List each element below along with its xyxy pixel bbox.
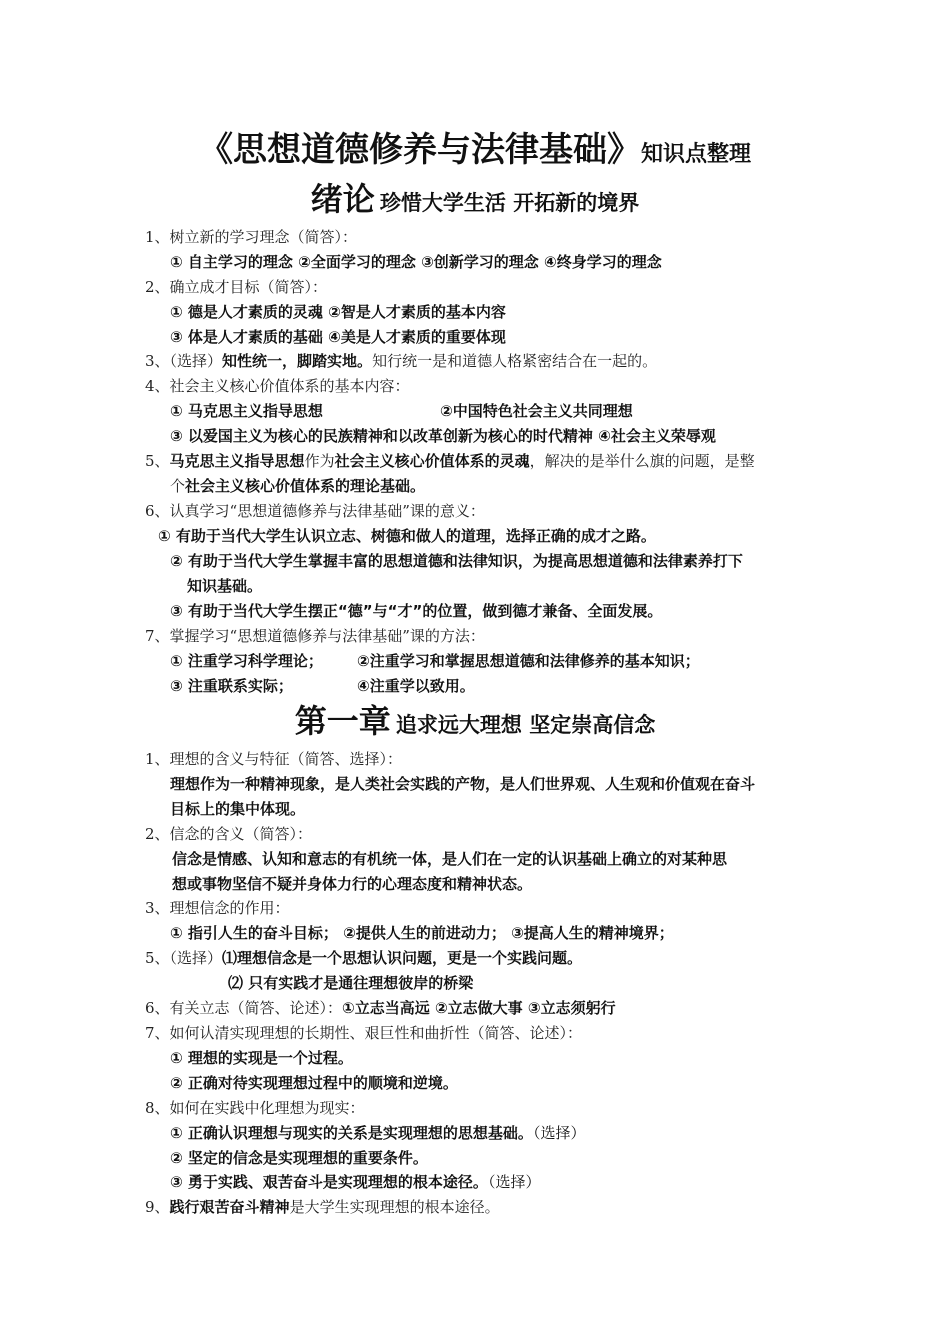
ch1-q8-answer-3-text: ③ 勇于实践、艰苦奋斗是实现理想的根本途径。 bbox=[170, 1173, 488, 1191]
ch1-q9-num: 9、 bbox=[145, 1198, 170, 1216]
intro-q3-bold: 知性统一，脚踏实地。 bbox=[222, 352, 373, 370]
chapter-1-heading-main: 第一章 bbox=[294, 702, 391, 740]
intro-q5-num: 5、 bbox=[145, 452, 170, 470]
title-suffix: 知识点整理 bbox=[640, 142, 751, 167]
intro-q6-answer-2-line-1: ② 有助于当代大学生掌握丰富的思想道德和法律知识，为提高思想道德和法律素养打下 bbox=[170, 552, 743, 570]
intro-q5-text-3: 个 bbox=[170, 477, 186, 495]
ch1-q5 bbox=[145, 946, 582, 970]
intro-q5-bold-3: 社会主义核心价值体系的理论基础。 bbox=[185, 477, 426, 495]
title-main: 《思想道德修养与法律基础》 bbox=[198, 130, 641, 170]
ch1-q1-label: 1、理想的含义与特征（简答、选择）： bbox=[145, 750, 403, 768]
ch1-q3-label: 3、理想信念的作用： bbox=[145, 899, 290, 917]
intro-q2-answer-2: ③ 体是人才素质的基础 ④美是人才素质的重要体现 bbox=[170, 328, 506, 346]
ch1-q8-answer-1 bbox=[170, 1121, 585, 1145]
intro-q1-label: 1、树立新的学习理念（简答）： bbox=[145, 228, 358, 246]
intro-q5-line-2 bbox=[170, 474, 425, 498]
ch1-q8-answer-3-note: （选择） bbox=[487, 1173, 541, 1191]
intro-q7-answer-1-left: ① 注重学习科学理论； bbox=[170, 652, 323, 670]
intro-q5-text-1: 作为 bbox=[304, 452, 335, 470]
intro-q7-answer-2-left: ③ 注重联系实际； bbox=[170, 677, 293, 695]
document-title bbox=[0, 128, 950, 178]
intro-q6-answer-3: ③ 有助于当代大学生摆正“德”与“才”的位置，做到德才兼备、全面发展。 bbox=[170, 602, 663, 620]
ch1-q8-label: 8、如何在实践中化理想为现实： bbox=[145, 1099, 365, 1117]
ch1-q1-line-2: 目标上的集中体现。 bbox=[170, 800, 306, 818]
intro-q5-text-2: ，解决的是举什么旗的问题，是整 bbox=[529, 452, 755, 470]
ch1-q9-rest: 是大学生实现理想的根本途径。 bbox=[289, 1198, 500, 1216]
intro-q2-answer-1: ① 德是人才素质的灵魂 ②智是人才素质的基本内容 bbox=[170, 303, 506, 321]
intro-q3-rest: 知行统一是和道德人格紧密结合在一起的。 bbox=[372, 352, 658, 370]
intro-q4-answer-2: ③ 以爱国主义为核心的民族精神和以改革创新为核心的时代精神 ④社会主义荣辱观 bbox=[170, 427, 716, 445]
intro-heading bbox=[0, 176, 950, 228]
intro-q4-label: 4、社会主义核心价值体系的基本内容： bbox=[145, 377, 410, 395]
chapter-1-subheading: 追求远大理想 坚定崇高信念 bbox=[395, 713, 656, 737]
ch1-q8-answer-1-text: ① 正确认识理想与现实的关系是实现理想的思想基础。 bbox=[170, 1124, 533, 1142]
intro-q7-label: 7、掌握学习“思想道德修养与法律基础”课的方法： bbox=[145, 627, 485, 645]
ch1-q7-answer-1: ① 理想的实现是一个过程。 bbox=[170, 1049, 353, 1067]
intro-q6-label: 6、认真学习“思想道德修养与法律基础”课的意义： bbox=[145, 502, 485, 520]
intro-q3 bbox=[145, 349, 657, 373]
ch1-q8-answer-1-note: （选择） bbox=[532, 1124, 586, 1142]
intro-q3-prefix: 3、（选择） bbox=[145, 352, 223, 370]
ch1-q5-prefix: 5、（选择） bbox=[145, 949, 223, 967]
intro-q1-answer: ① 自主学习的理念 ②全面学习的理念 ③创新学习的理念 ④终身学习的理念 bbox=[170, 253, 662, 271]
ch1-q1-line-1: 理想作为一种精神现象，是人类社会实践的产物，是人们世界观、人生观和价值观在奋斗 bbox=[170, 775, 756, 793]
ch1-q7-label: 7、如何认清实现理想的长期性、艰巨性和曲折性（简答、论述）： bbox=[145, 1024, 583, 1042]
intro-q5-bold-2: 社会主义核心价值体系的灵魂 bbox=[334, 452, 530, 470]
intro-q5-line-1 bbox=[145, 449, 755, 473]
ch1-q2-label: 2、信念的含义（简答）： bbox=[145, 825, 313, 843]
intro-q2-label: 2、确立成才目标（简答）： bbox=[145, 278, 328, 296]
intro-q7-answer-2-right: ④注重学以致用。 bbox=[357, 677, 475, 695]
intro-q5-bold-1: 马克思主义指导思想 bbox=[169, 452, 305, 470]
ch1-q3-answer: ① 指引人生的奋斗目标； ②提供人生的前进动力； ③提高人生的精神境界； bbox=[170, 924, 674, 942]
intro-subheading: 珍惜大学生活 开拓新的境界 bbox=[379, 191, 640, 215]
intro-q7-answer-1-right: ②注重学习和掌握思想道德和法律修养的基本知识； bbox=[357, 652, 700, 670]
intro-q6-answer-2-line-2: 知识基础。 bbox=[187, 577, 263, 595]
ch1-q8-answer-3 bbox=[170, 1170, 540, 1194]
intro-q4-answer-1-left: ① 马克思主义指导思想 bbox=[170, 402, 323, 420]
intro-q4-answer-1-right: ②中国特色社会主义共同理想 bbox=[440, 402, 633, 420]
ch1-q7-answer-2: ② 正确对待实现理想过程中的顺境和逆境。 bbox=[170, 1074, 458, 1092]
ch1-q6-prefix: 6、有关立志（简答、论述）： bbox=[145, 999, 343, 1017]
intro-heading-main: 绪论 bbox=[310, 180, 375, 218]
chapter-1-heading bbox=[0, 698, 950, 750]
intro-q6-answer-1: ① 有助于当代大学生认识立志、树德和做人的道理，选择正确的成才之路。 bbox=[158, 527, 656, 545]
ch1-q8-answer-2: ② 坚定的信念是实现理想的重要条件。 bbox=[170, 1149, 428, 1167]
ch1-q6 bbox=[145, 996, 616, 1020]
ch1-q5-answer-1: ⑴理想信念是一个思想认识问题，更是一个实践问题。 bbox=[222, 949, 583, 967]
ch1-q9 bbox=[145, 1195, 500, 1219]
ch1-q6-answer: ①立志当高远 ②立志做大事 ③立志须躬行 bbox=[342, 999, 616, 1017]
ch1-q2-line-2: 想或事物坚信不疑并身体力行的心理态度和精神状态。 bbox=[172, 875, 533, 893]
ch1-q5-answer-2: ⑵ 只有实践才是通往理想彼岸的桥梁 bbox=[228, 974, 474, 992]
ch1-q9-bold: 践行艰苦奋斗精神 bbox=[169, 1198, 290, 1216]
ch1-q2-line-1: 信念是情感、认知和意志的有机统一体，是人们在一定的认识基础上确立的对某种思 bbox=[172, 850, 728, 868]
